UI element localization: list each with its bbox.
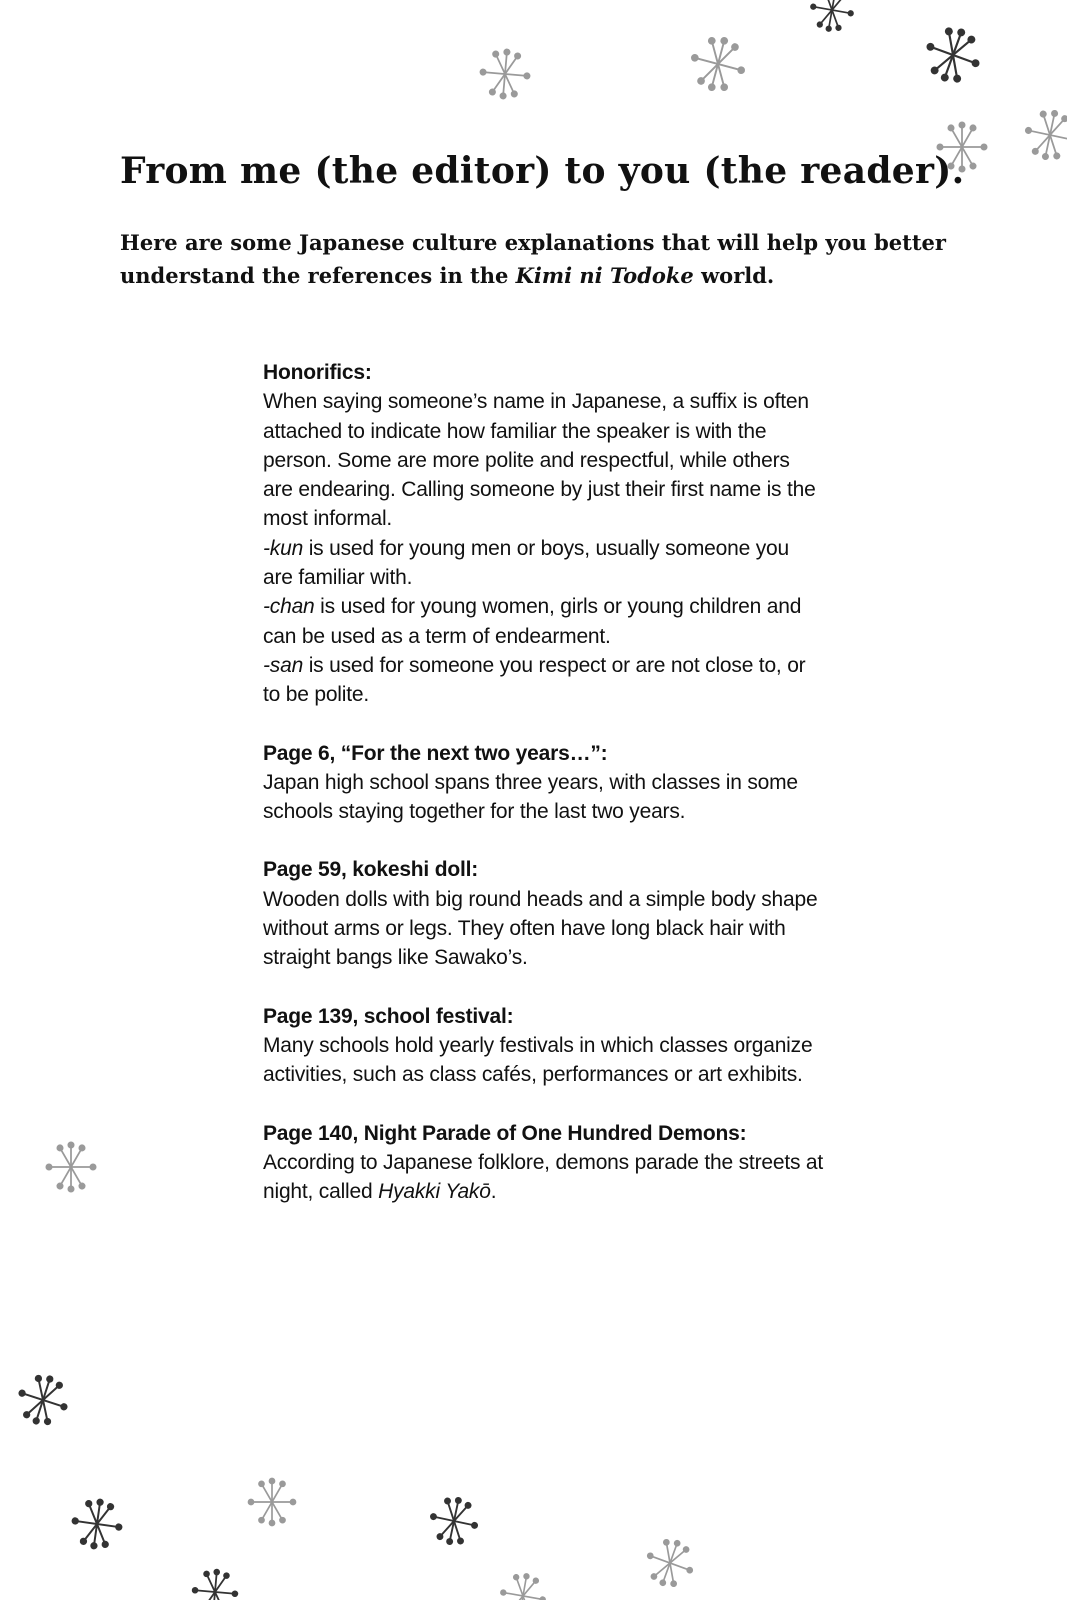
text-run: When saying someone’s name in Japanese, a suffix is often attached to indicate how familiar the speaker is with the person. Some are more polite and respectful, while others are endearing. Calling someone by just their first name is the most informal.	[263, 390, 816, 531]
snowflake-icon	[919, 21, 988, 90]
culture-note-title: Page 139, school festival:	[263, 1004, 514, 1028]
page-heading: From me (the editor) to you (the reader).	[120, 150, 965, 192]
snowflake-icon	[1021, 106, 1067, 164]
italic-term: -kun	[263, 536, 304, 560]
italic-term: Hyakki Yakō	[378, 1180, 491, 1204]
culture-notes-list	[263, 358, 823, 1235]
snowflake-icon	[685, 31, 751, 97]
intro-text-after: world.	[693, 263, 775, 288]
culture-note	[263, 1002, 823, 1090]
culture-note-paragraph	[263, 651, 823, 710]
culture-note-paragraph	[263, 885, 823, 973]
culture-note-paragraph	[263, 387, 823, 533]
snowflake-icon	[69, 1496, 125, 1552]
culture-note-title: Honorifics:	[263, 361, 372, 384]
culture-note	[263, 358, 823, 710]
text-run: is used for young women, girls or young children and can be used as a term of endearment.	[263, 595, 802, 648]
culture-note	[263, 1119, 823, 1207]
intro-text-before: Here are some Japanese culture explanations that will help you better understand the references in the	[120, 230, 946, 288]
text-run: is used for someone you respect or are not close to, or to be polite.	[263, 653, 806, 707]
snowflake-icon	[640, 1533, 700, 1593]
culture-note-paragraph	[263, 768, 823, 827]
text-run: Wooden dolls with big round heads and a simple body shape without arms or legs. They often have long black hair with straight bangs like Sawako’s.	[263, 887, 818, 970]
text-run: .	[490, 1180, 497, 1204]
culture-note	[263, 855, 823, 972]
snowflake-icon	[46, 1142, 95, 1191]
snowflake-icon	[426, 1493, 482, 1549]
snowflake-icon	[191, 1568, 240, 1600]
culture-note-paragraph	[263, 592, 823, 651]
text-run: Japan high school spans three years, with classes in some schools staying together for the last two years.	[263, 770, 798, 824]
culture-note	[263, 739, 823, 827]
text-run: Many schools hold yearly festivals in which classes organize activities, such as class cafés, performances or art exhibits.	[263, 1033, 813, 1087]
italic-term: -chan	[263, 595, 315, 619]
culture-note-title: Page 59, kokeshi doll:	[263, 858, 479, 882]
intro-series-title: Kimi ni Todoke	[515, 263, 694, 288]
culture-note-title: Page 140, Night Parade of One Hundred Demons:	[263, 1121, 747, 1145]
snowflake-icon	[807, 0, 856, 35]
snowflake-icon	[12, 1369, 74, 1431]
culture-note-paragraph	[263, 1148, 823, 1207]
culture-note-paragraph	[263, 534, 823, 593]
snowflake-icon	[478, 47, 531, 100]
text-run: is used for young men or boys, usually someone you are familiar with.	[263, 536, 789, 590]
snowflake-icon	[497, 1570, 549, 1600]
culture-note-paragraph	[263, 1031, 823, 1090]
snowflake-icon	[248, 1478, 295, 1525]
text-run: According to Japanese folklore, demons parade the streets at night, called	[263, 1150, 824, 1204]
intro-paragraph	[120, 226, 1000, 292]
italic-term: -san	[263, 653, 304, 677]
culture-note-title: Page 6, “For the next two years…”:	[263, 741, 608, 765]
